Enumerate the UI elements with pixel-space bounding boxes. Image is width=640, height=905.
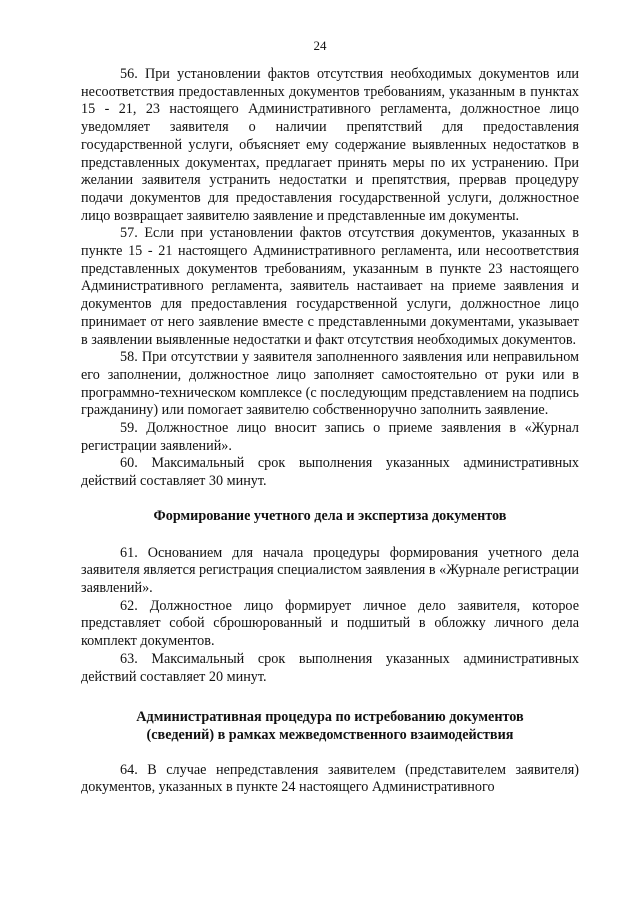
section-heading-line: (сведений) в рамках межведомственного взаимодействия <box>146 726 514 743</box>
paragraph-56: 56. При установлении фактов отсутствия необходимых документов или несоответствия предоставленных документов требованиям, указанным в пунктах 15 - 21, 23 настоящего Административного регламента, должностное лицо уведомляет заявителя о наличии препятствий для предоставления государственной услуги, объясняет ему содержание выявленных недостатков в представленных документах, предлагает принять меры по их устранению. При желании заявителя устранить недостатки и препятствия, прервав процедуру подачи документов для предоставления государственной услуги, должностное лицо возвращает заявителю заявление и представленные им документы. <box>81 66 579 224</box>
paragraph-64: 64. В случае непредставления заявителем (представителем заявителя) документов, указанных в пункте 24 настоящего Административного <box>81 761 579 796</box>
paragraph-57: 57. Если при установлении фактов отсутствия документов, указанных в пункте 15 - 21 настоящего Административного регламента, или несоответствия представленных документов требованиям, указанным в пункте 23 настоящего Административного регламента, заявитель настаивает на приеме заявления и документов для предоставления государственной услуги, должностное лицо принимает от него заявление вместе с представленными документами, указывает в заявлении выявленные недостатки и факт отсутствия необходимых документов. <box>81 225 579 348</box>
section-heading-line: Административная процедура по истребованию документов <box>136 709 524 726</box>
paragraph-58: 58. При отсутствии у заявителя заполненного заявления или неправильном его заполнении, должностное лицо заполняет самостоятельно от руки или в программно-техническом комплексе (с последующим представлением на подпись гражданину) или помогает заявителю собственноручно заполнить заявление. <box>81 349 579 419</box>
paragraph-59: 59. Должностное лицо вносит запись о приеме заявления в «Журнал регистрации заявлений». <box>81 420 579 454</box>
page-number: 24 <box>313 38 327 53</box>
document-body <box>81 66 579 797</box>
paragraph-63: 63. Максимальный срок выполнения указанных административных действий составляет 20 минут. <box>81 650 579 685</box>
section-heading-interagency <box>81 709 579 744</box>
section-heading-formation: Формирование учетного дела и экспертиза документов <box>153 507 507 524</box>
paragraph-62: 62. Должностное лицо формирует личное дело заявителя, которое представляет собой сброшюрованный и подшитый в обложку личного дела комплект документов. <box>81 597 579 650</box>
paragraph-60: 60. Максимальный срок выполнения указанных административных действий составляет 30 минут. <box>81 455 579 490</box>
paragraph-61: 61. Основанием для начала процедуры формирования учетного дела заявителя является регистрация специалистом заявления в «Журнале регистрации заявлений». <box>81 544 579 596</box>
